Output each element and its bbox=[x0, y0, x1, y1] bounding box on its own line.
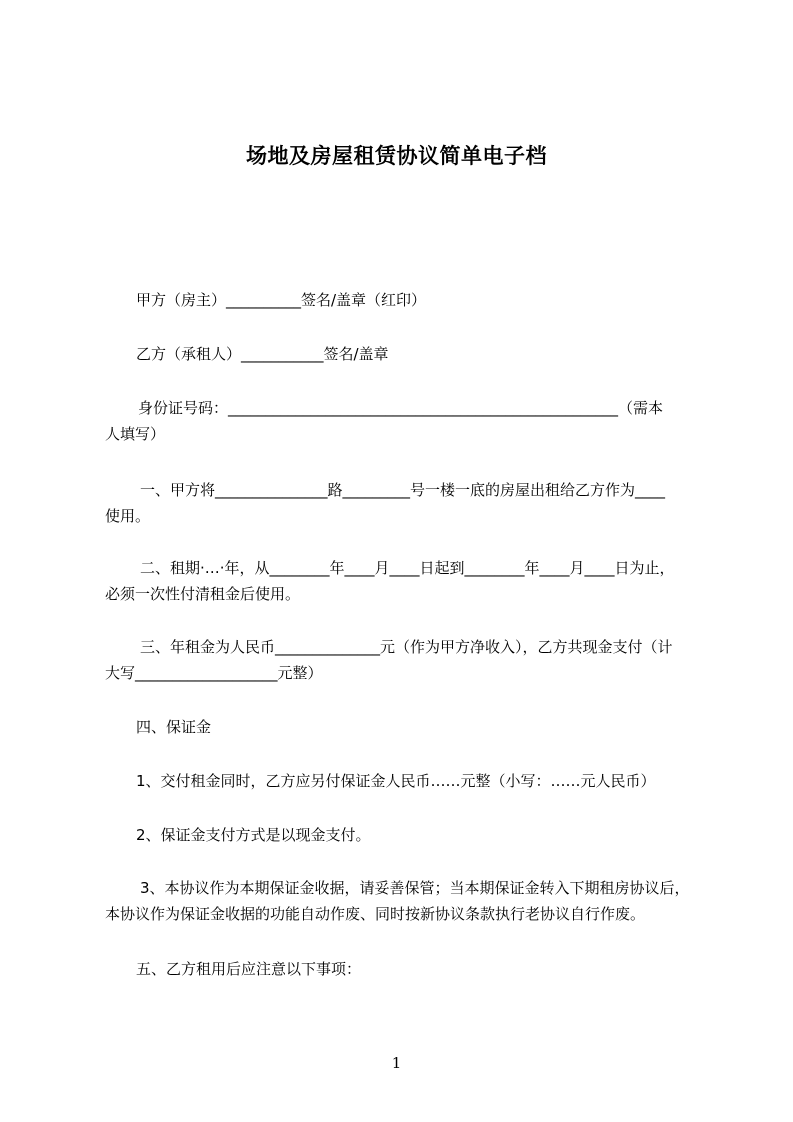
clause-4-item-3-continued: 本协议作为保证金收据的功能自动作废、同时按新协议条款执行老协议自行作废。 bbox=[105, 905, 646, 923]
page-number: 1 bbox=[391, 1054, 402, 1072]
clause-1-line: 一、甲方将_______________路_________号一楼一底的房屋出租给乙方作为____ bbox=[140, 481, 666, 499]
clause-4-item-1: 1、交付租金同时，乙方应另付保证金人民币……元整（小写：……元人民币） bbox=[136, 772, 656, 790]
clause-5-heading: 五、乙方租用后应注意以下事项： bbox=[136, 960, 362, 978]
clause-2-line-continued: 必须一次性付清租金后使用。 bbox=[105, 585, 301, 603]
clause-3-line-continued: 大写___________________元整） bbox=[105, 664, 323, 682]
clause-3-line: 三、年租金为人民币______________元（作为甲方净收入），乙方共现金支付（计 bbox=[140, 638, 673, 656]
party-b-line: 乙方（承租人）___________签名/盖章 bbox=[136, 345, 389, 363]
party-a-line: 甲方（房主）__________签名/盖章（红印） bbox=[136, 291, 427, 309]
document-title: 场地及房屋租赁协议简单电子档 bbox=[246, 144, 547, 168]
id-number-line: 身份证号码：____________________________________________________（需本 bbox=[138, 399, 664, 417]
clause-4-item-2: 2、保证金支付方式是以现金支付。 bbox=[136, 826, 371, 844]
clause-4-heading: 四、保证金 bbox=[136, 718, 212, 736]
clause-1-line-continued: 使用。 bbox=[105, 507, 151, 525]
id-number-line-continued: 人填写） bbox=[105, 425, 166, 443]
clause-2-line: 二、租期·…·年，从________年____月____日起到________年____月____日为止， bbox=[140, 559, 675, 577]
clause-4-item-3: 3、本协议作为本期保证金收据，请妥善保管；当本期保证金转入下期租房协议后， bbox=[140, 879, 690, 897]
